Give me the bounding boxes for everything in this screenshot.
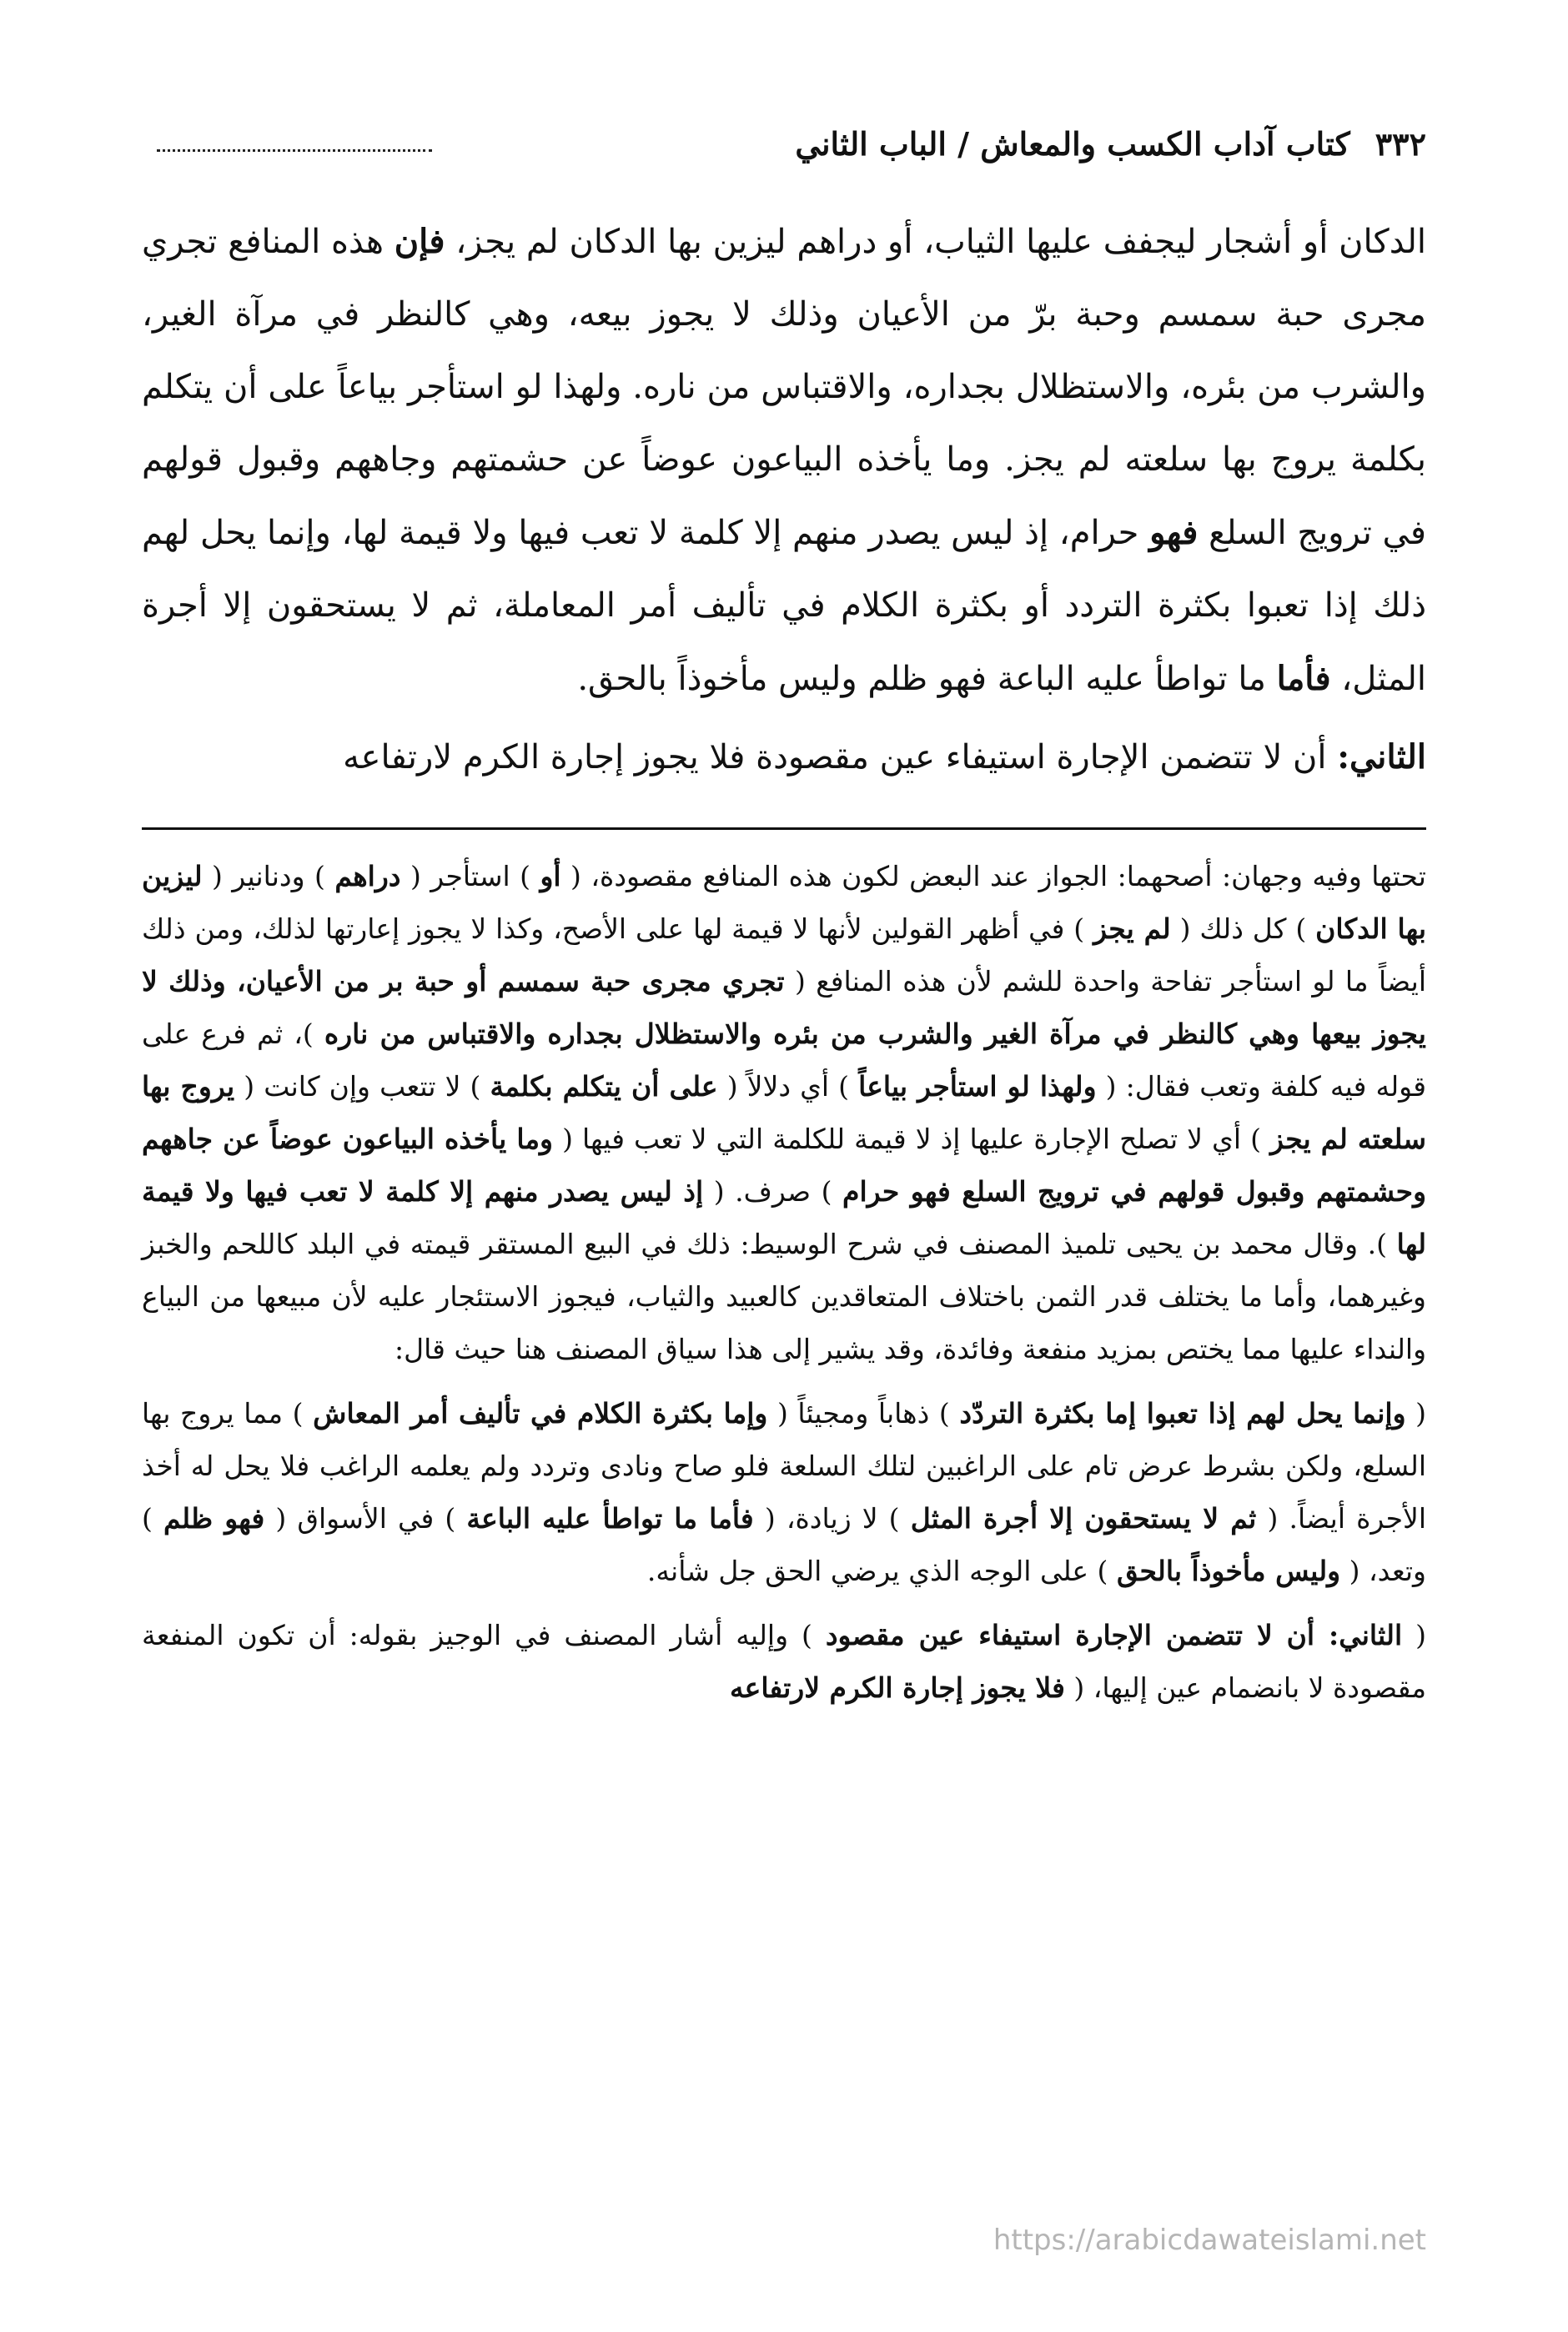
commentary-paragraph-1 — [142, 850, 1426, 1375]
text-run: ) في الأسواق ( — [275, 1502, 456, 1535]
text-run: ) على الوجه الذي يرضي الحق جل شأنه. — [646, 1555, 1108, 1587]
text-run: تحتها وفيه وجهان: أصحهما: الجواز عند البعض لكون هذه المنافع مقصودة، ( — [570, 860, 1426, 892]
bold-run: الثاني: — [1337, 737, 1426, 776]
bold-run: وليس مأخوذاً بالحق — [1116, 1555, 1341, 1587]
text-run: ). وقال محمد بن يحيى تلميذ المصنف في شرح الوسيط: ذلك في البيع المستقر قيمته في البلد كاللحم والخبز وغيرهما، وأما ما يختلف قدر الثمن باختلاف المتعاقدين كالعبيد والثياب، فيجوز الاستئجار عليه لأن مبيعها من البياع والنداء عليها مما يختص بمزيد منفعة وفائدة، وقد يشير إلى هذا سياق المصنف هنا حيث قال: — [142, 1228, 1426, 1365]
bold-run: دراهم — [334, 860, 401, 892]
bold-run: يروج بها سلعته لم يجز — [142, 1070, 1427, 1155]
bold-run: تجري مجرى حبة سمسم أو حبة بر من الأعيان، وذلك لا يجوز بيعها وهي كالنظر في مرآة الغير والشرب من بئره والاستظلال بجداره والاقتباس من ناره — [142, 965, 1426, 1050]
bold-run: فهو ظلم — [163, 1502, 265, 1535]
text-run: ( — [1415, 1619, 1426, 1651]
commentary-paragraph-3 — [142, 1609, 1426, 1714]
bold-run: فهو — [1149, 513, 1199, 552]
text-run: )، ثم فرع على قوله فيه كلفة وتعب فقال: ( — [142, 1018, 1427, 1103]
text-run: ) استأجر ( — [410, 860, 531, 892]
text-run: ) لا زيادة، ( — [764, 1502, 900, 1535]
bold-run: وإنما يحل لهم إذا تعبوا إما بكثرة التردّد — [959, 1397, 1406, 1430]
text-run: ) ذهاباً ومجيئاً ( — [776, 1397, 950, 1430]
text-run: ) أي دلالاً ( — [726, 1070, 850, 1103]
bold-run: الثاني: أن لا تتضمن الإجارة استيفاء عين مقصود — [825, 1619, 1403, 1651]
text-run: ) أي لا تصلح الإجارة عليها إذ لا قيمة للكلمة التي لا تعب فيها ( — [562, 1123, 1261, 1155]
bold-run: ليزين بها الدكان — [142, 860, 1427, 945]
running-header — [142, 125, 1426, 175]
text-run: ) ودنانير ( — [211, 860, 325, 892]
main-text — [142, 205, 1426, 794]
text-run: ) وإليه أشار المصنف في الوجيز بقوله: أن تكون المنفعة مقصودة لا بانضمام عين إليها، ( — [142, 1619, 1426, 1704]
text-run: ) مما يروج بها السلع، ولكن بشرط عرض تام على الراغبين لتلك السلعة فلو صاح ونادى وتردد ولم يعلمه الراغب فلا يحل له أخذ الأجرة أيضاً. ( — [142, 1397, 1426, 1535]
bold-run: وإما بكثرة الكلام في تأليف أمر المعاش — [313, 1397, 768, 1430]
bold-run: إذ ليس يصدر منهم إلا كلمة لا تعب فيها ولا قيمة لها — [142, 1175, 1426, 1260]
text-run: حرام، إذ ليس يصدر منهم إلا كلمة لا تعب فيها ولا قيمة لها، وإنما يحل لهم ذلك إذا تعبوا بكثرة التردد أو بكثرة الكلام في تأليف أمر المعاملة، ثم لا يستحقون إلا أجرة المثل، — [142, 514, 1426, 698]
text-run: الدكان أو أشجار ليجفف عليها الثياب، أو دراهم ليزين بها الدكان لم يجز، — [455, 223, 1427, 261]
running-title: كتاب آداب الكسب والمعاش / الباب الثاني — [795, 125, 1350, 163]
source-watermark: https://arabicdawateislami.net — [993, 2224, 1426, 2257]
text-run: ( — [1415, 1397, 1427, 1430]
commentary-paragraph-2 — [142, 1387, 1426, 1597]
header-dot-leader — [157, 149, 432, 152]
text-run: ) في أظهر القولين لأنها لا قيمة لها على الأصح، وكذا لا يجوز إعارتها لذلك، ومن ذلك أيضاً ما لو استأجر تفاحة واحدة للشم لأن هذه المنافع ( — [142, 912, 1426, 998]
bold-run: فأما ما تواطأ عليه الباعة — [466, 1502, 754, 1535]
bold-run: ثم لا يستحقون إلا أجرة المثل — [910, 1502, 1257, 1535]
text-run: ) صرف. ( — [713, 1175, 832, 1208]
text-run: ) كل ذلك ( — [1179, 912, 1307, 945]
text-run: ما تواطأ عليه الباعة فهو ظلم وليس مأخوذاً بالحق. — [577, 660, 1266, 698]
bold-run: وما يأخذه البياعون عوضاً عن جاههم وحشمتهم وقبول قولهم في ترويج السلع فهو حرام — [142, 1123, 1427, 1208]
main-paragraph-1 — [142, 205, 1426, 716]
page-number: ٣٣٢ — [1375, 125, 1426, 163]
footnote-divider — [142, 827, 1426, 830]
text-run: أن لا تتضمن الإجارة استيفاء عين مقصودة فلا يجوز إجارة الكرم لارتفاعه — [343, 738, 1327, 776]
text-run: هذه المنافع تجري مجرى حبة سمسم وحبة برّ من الأعيان وذلك لا يجوز بيعه، وهي كالنظر في مرآة الغير، والشرب من بئره، والاستظلال بجداره، والاقتباس من ناره. ولهذا لو استأجر بياعاً على أن يتكلم بكلمة يروج بها سلعته لم يجز. وما يأخذه البياعون عوضاً عن حشمتهم وجاههم وقبول قولهم في ترويج السلع — [142, 223, 1427, 552]
bold-run: على أن يتكلم بكلمة — [490, 1070, 718, 1103]
text-run: ) لا تتعب وإن كانت ( — [244, 1070, 481, 1103]
text-run: ) وتعد، ( — [142, 1502, 1426, 1587]
bold-run: لم يجز — [1093, 912, 1171, 945]
bold-run: أو — [540, 860, 561, 892]
main-paragraph-2 — [142, 721, 1426, 794]
commentary — [142, 850, 1426, 1714]
bold-run: فأما — [1276, 659, 1331, 698]
bold-run: فإن — [394, 222, 445, 261]
bold-run: فلا يجوز إجارة الكرم لارتفاعه — [729, 1671, 1065, 1704]
bold-run: ولهذا لو استأجر بياعاً — [858, 1070, 1097, 1103]
